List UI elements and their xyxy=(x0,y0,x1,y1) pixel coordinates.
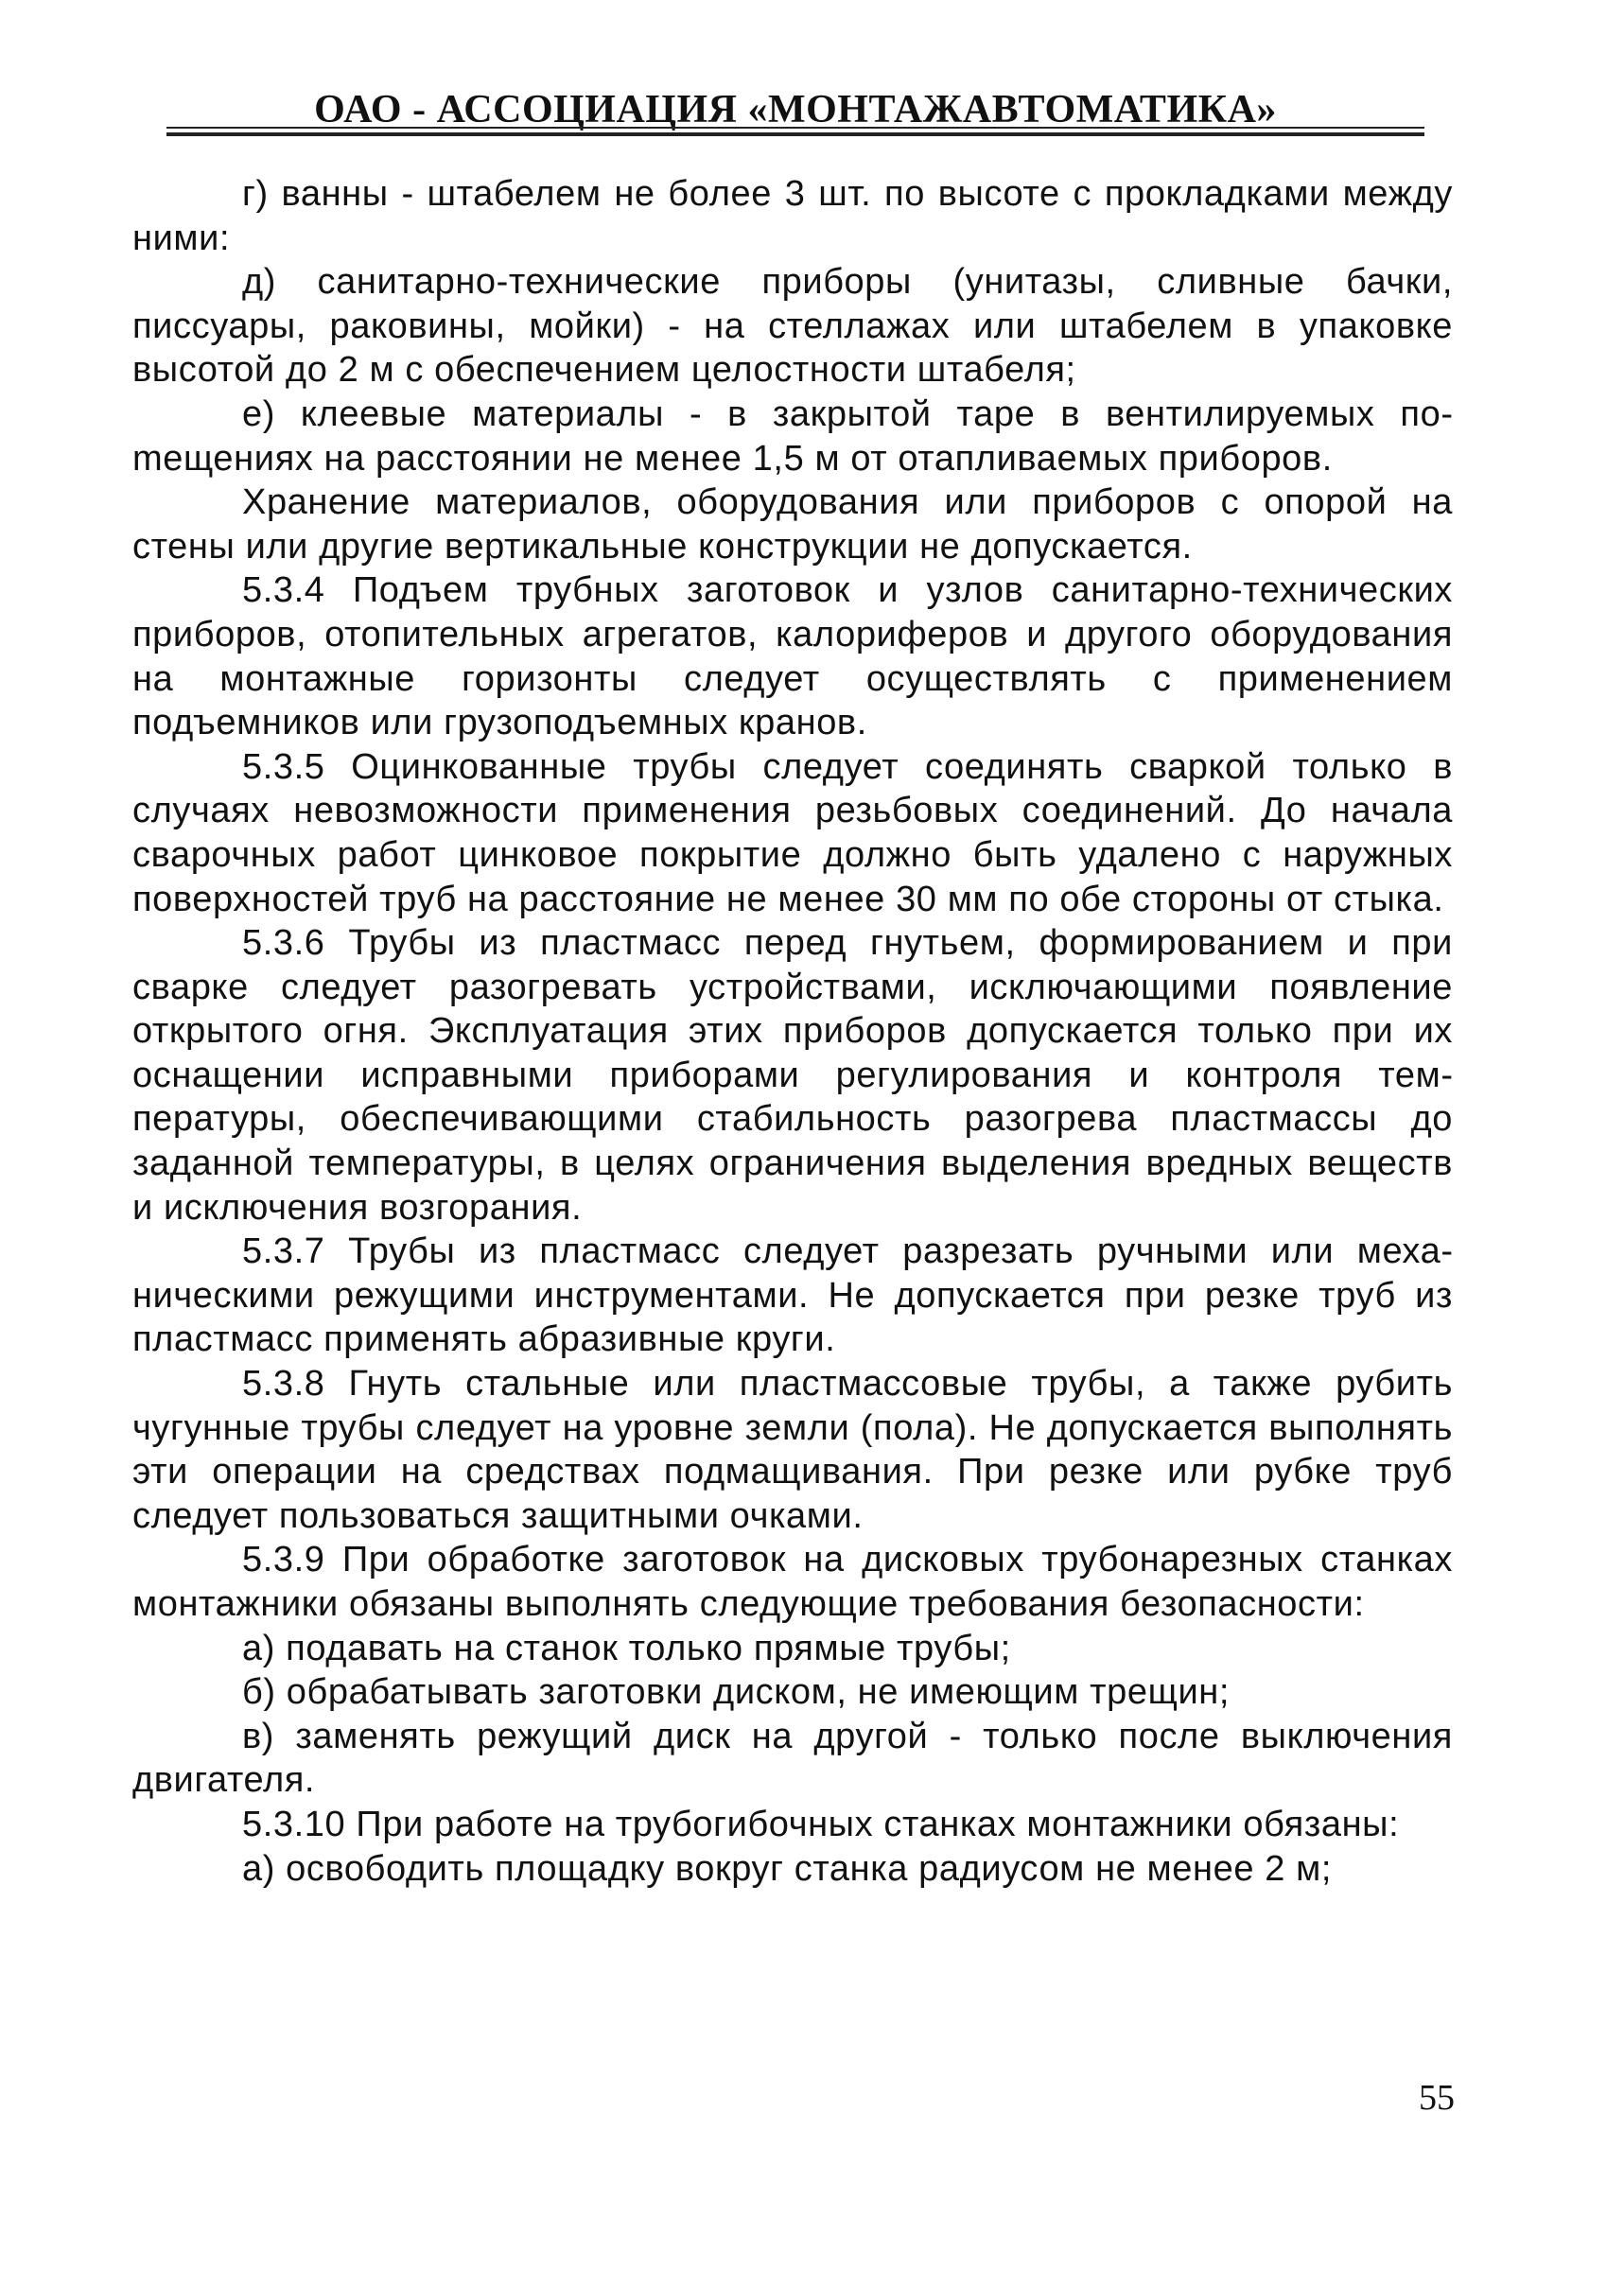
header-rule-thick xyxy=(166,132,1424,136)
paragraph: 5.3.4 Подъем трубных заготовок и узлов санитарно-технических приборов, отопительных агрегатов, калориферов и другого оборудования на монтажные горизонты следует осуществлять с применением подъемников или грузоподъемных кранов. xyxy=(132,570,1453,743)
body-text xyxy=(132,172,1453,1891)
paragraph: д) санитарно-технические приборы (унитазы, сливные бачки, писсуары, раковины, мойки) - на стеллажах или штабелем в упаковке высотой до 2 м с обеспечением целостности штабеля; xyxy=(132,262,1453,391)
paragraph: 5.3.8 Гнуть стальные или пластмассовые трубы, а также рубить чугунные трубы следует на уровне земли (пола). Не допускается выполнять эти операции на средствах подмащивания. При резке или рубке труб следует пользоваться защитными очками. xyxy=(132,1364,1453,1536)
paragraph: Хранение материалов, оборудования или приборов с опорой на стены или другие вертикальные конструкции не допускается. xyxy=(132,482,1453,567)
paragraph: е) клеевые материалы - в закрытой таре в вентилируемых поmещениях на расстоянии не менее 1,5 м от отапливаемых приборов. xyxy=(132,393,1453,479)
paragraph: 5.3.7 Трубы из пластмасс следует разрезать ручными или механическими режущими инструментами. Не допускается при резке труб из пластмасс применять абразивные круги. xyxy=(132,1231,1453,1360)
page-header-title: ОАО - АССОЦИАЦИЯ «МОНТАЖАВТОМАТИКА» xyxy=(314,88,1277,131)
paragraph: а) освободить площадку вокруг станка радиусом не менее 2 м; xyxy=(242,1848,1332,1889)
paragraph: 5.3.5 Оцинкованные трубы следует соединять сваркой только в случаях невозможности применения резьбовых соединений. До начала сварочных работ цинковое покрытие должно быть удалено с наружных поверхностей труб на расстояние не менее 30 мм по обе стороны от стыка. xyxy=(132,746,1453,919)
paragraph: 5.3.9 При обработке заготовок на дисковых трубонарезных станках монтажники обязаны выполнять следующие требования безопасности: xyxy=(132,1540,1453,1624)
paragraph: в) заменять режущий диск на другой - только после выключения двигателя. xyxy=(132,1716,1453,1801)
header-rule-thin xyxy=(166,127,1424,129)
page-number: 55 xyxy=(1419,2078,1455,2118)
paragraph: 5.3.10 При работе на трубогибочных станках монтажники обязаны: xyxy=(242,1804,1400,1844)
paragraph: а) подавать на станок только прямые трубы; xyxy=(242,1628,1011,1668)
paragraph: 5.3.6 Трубы из пластмасс перед гнутьем, формированием и при сварке следует разогревать устройствами, исключающими появление открытого огня. Эксплуатация этих приборов допускается только при их оснащении исправными приборами регулирования и контроля температуры, обеспечивающими стабильность разогрева пластмассы до заданной температуры, в целях ограничения выделения вредных веществ и исключения возгорания. xyxy=(132,923,1453,1228)
paragraph: б) обрабатывать заготовки диском, не имеющим трещин; xyxy=(242,1672,1231,1713)
paragraph: г) ванны - штабелем не более 3 шт. по высоте с прокладками между ними: xyxy=(132,174,1453,258)
